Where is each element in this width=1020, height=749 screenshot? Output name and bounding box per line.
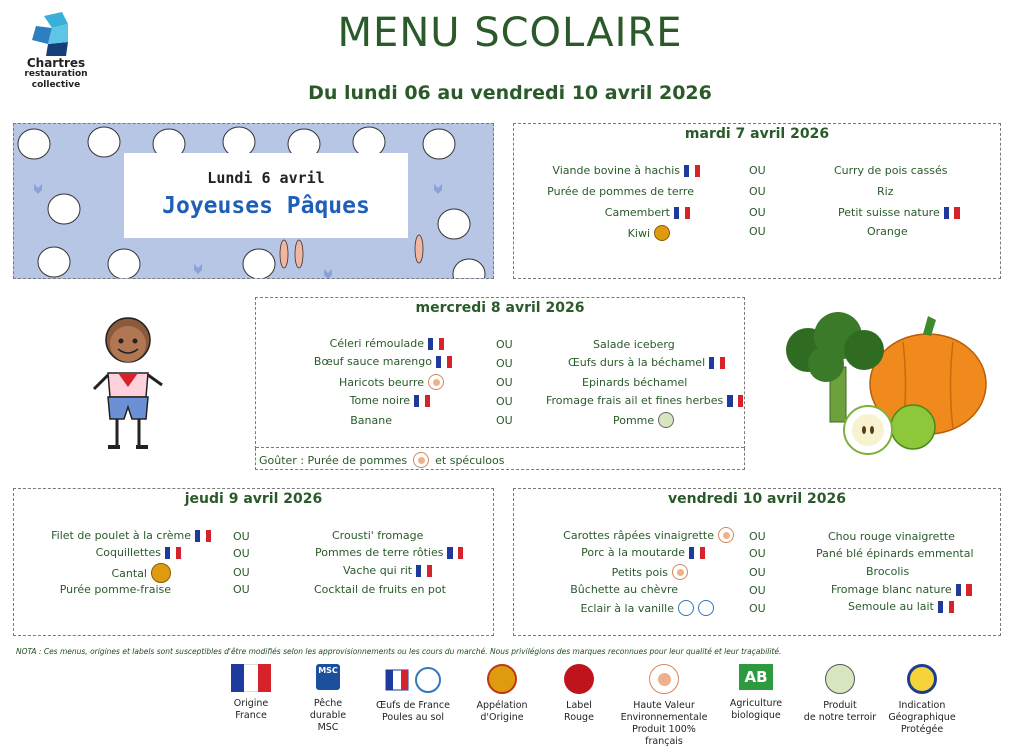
thursday-left-3: Purée pomme-fraise xyxy=(59,583,171,596)
france-flag-icon xyxy=(231,664,271,692)
friday-left-3: Bûchette au chèvre xyxy=(570,583,678,596)
france-flag-icon xyxy=(938,601,954,613)
friday-ou-4: OU xyxy=(749,602,766,615)
thursday-right-2: Vache qui rit xyxy=(343,564,432,577)
tuesday-right-3: Orange xyxy=(867,225,908,238)
thursday-right-3: Cocktail de fruits en pot xyxy=(314,583,446,596)
terroir-icon xyxy=(825,664,855,694)
france-flag-icon xyxy=(436,356,452,368)
france-flag-icon xyxy=(428,338,444,350)
brand-name: Chartres xyxy=(26,56,86,70)
wednesday-ou-1: OU xyxy=(496,357,513,370)
thursday-ou-3: OU xyxy=(233,583,250,596)
tuesday-right-1: Riz xyxy=(877,185,894,198)
friday-ou-3: OU xyxy=(749,584,766,597)
legend-origine-france: Origine France xyxy=(206,664,296,722)
brand-sub1: restauration xyxy=(24,69,88,79)
friday-right-4: Semoule au lait xyxy=(848,600,954,613)
friday-box xyxy=(513,488,1001,636)
oeufs-de-france-icon xyxy=(384,664,442,694)
tuesday-right-2: Petit suisse nature xyxy=(838,206,960,219)
thursday-title: jeudi 9 avril 2026 xyxy=(184,491,323,507)
france-flag-icon xyxy=(727,395,743,407)
oeufs-de-france-icon xyxy=(678,600,694,616)
france-flag-icon xyxy=(956,584,972,596)
wednesday-right-4: Pomme xyxy=(613,412,674,428)
vegetables-illustration xyxy=(768,312,988,457)
tuesday-ou-3: OU xyxy=(749,225,766,238)
hve-icon xyxy=(413,452,429,468)
hve-icon xyxy=(718,527,734,543)
legend-hve: Haute Valeur Environnementale Produit 100% français xyxy=(614,664,714,748)
wednesday-right-3: Fromage frais ail et fines herbes xyxy=(546,394,743,407)
brand-sub2: collective xyxy=(31,80,81,90)
friday-ou-0: OU xyxy=(749,530,766,543)
msc-icon: MSC xyxy=(316,664,340,690)
legend-terroir: Produit de notre terroir xyxy=(795,664,885,724)
thursday-ou-0: OU xyxy=(233,530,250,543)
legend-msc: MSC Pêche durable MSC xyxy=(309,666,347,733)
igp-icon xyxy=(907,664,937,694)
france-flag-icon xyxy=(709,357,725,369)
wednesday-left-4: Banane xyxy=(350,414,392,427)
france-flag-icon xyxy=(689,547,705,559)
thursday-left-0: Filet de poulet à la crème xyxy=(51,529,211,542)
aop-icon xyxy=(654,225,670,241)
france-flag-icon xyxy=(195,530,211,542)
friday-left-4: Eclair à la vanille xyxy=(580,600,714,616)
friday-ou-1: OU xyxy=(749,547,766,560)
wednesday-title: mercredi 8 avril 2026 xyxy=(415,300,585,316)
legend-ab: AB Agriculture biologique xyxy=(711,664,801,722)
legend-oeufs: Œufs de France Poules au sol xyxy=(368,664,458,724)
oeufs-de-france-icon xyxy=(698,600,714,616)
aop-icon xyxy=(487,664,517,694)
wednesday-ou-0: OU xyxy=(496,338,513,351)
france-flag-icon xyxy=(416,565,432,577)
thursday-ou-2: OU xyxy=(233,566,250,579)
friday-right-3: Fromage blanc nature xyxy=(831,583,972,596)
france-flag-icon xyxy=(447,547,463,559)
thursday-ou-1: OU xyxy=(233,547,250,560)
page-subtitle: Du lundi 06 au vendredi 10 avril 2026 xyxy=(308,82,712,104)
ab-icon: AB xyxy=(739,664,773,690)
thursday-right-1: Pommes de terre rôties xyxy=(315,546,463,559)
wednesday-ou-2: OU xyxy=(496,376,513,389)
france-flag-icon xyxy=(674,207,690,219)
wednesday-left-1: Bœuf sauce marengo xyxy=(314,355,452,368)
thursday-right-0: Crousti' fromage xyxy=(332,529,424,542)
monday-day-label: Lundi 6 avril xyxy=(207,169,325,187)
wednesday-right-2: Epinards béchamel xyxy=(582,376,688,389)
france-flag-icon xyxy=(414,395,430,407)
tuesday-left-0: Viande bovine à hachis xyxy=(552,164,700,177)
friday-right-1: Pané blé épinards emmental xyxy=(816,547,974,560)
tuesday-left-3: Kiwi xyxy=(628,225,670,241)
hve-icon xyxy=(428,374,444,390)
wednesday-box xyxy=(255,297,745,449)
friday-right-2: Brocolis xyxy=(866,565,910,578)
tuesday-left-1: Purée de pommes de terre xyxy=(547,185,694,198)
wednesday-right-0: Salade iceberg xyxy=(593,338,675,351)
friday-title: vendredi 10 avril 2026 xyxy=(668,491,846,507)
france-flag-icon xyxy=(165,547,181,559)
tuesday-title: mardi 7 avril 2026 xyxy=(684,126,830,142)
tuesday-right-0: Curry de pois cassés xyxy=(834,164,948,177)
france-flag-icon xyxy=(684,165,700,177)
tuesday-ou-1: OU xyxy=(749,185,766,198)
friday-ou-2: OU xyxy=(749,566,766,579)
child-illustration xyxy=(88,315,168,455)
thursday-left-2: Cantal xyxy=(111,563,171,583)
page-title: MENU SCOLAIRE xyxy=(337,10,683,56)
monday-card xyxy=(124,153,408,238)
friday-left-0: Carottes râpées vinaigrette xyxy=(563,527,734,543)
hve-icon xyxy=(672,564,688,580)
thursday-left-1: Coquillettes xyxy=(96,546,181,559)
aop-icon xyxy=(151,563,171,583)
wednesday-left-2: Haricots beurre xyxy=(339,374,444,390)
france-flag-icon xyxy=(944,207,960,219)
tuesday-box xyxy=(513,123,1001,279)
monday-banner xyxy=(13,123,494,279)
gouter-box xyxy=(255,448,745,470)
wednesday-right-1: Œufs durs à la béchamel xyxy=(568,356,725,369)
legend-label-rouge: Label Rouge xyxy=(534,664,624,724)
hve-icon xyxy=(649,664,679,694)
label-rouge-icon xyxy=(564,664,594,694)
friday-left-1: Porc à la moutarde xyxy=(581,546,705,559)
wednesday-ou-3: OU xyxy=(496,395,513,408)
wednesday-left-0: Céleri rémoulade xyxy=(330,337,444,350)
tuesday-left-2: Camembert xyxy=(605,206,690,219)
nota-text: NOTA : Ces menus, origines et labels sont susceptibles d'être modifiés selon les approvisionnements ou les cours du marché. Nous privilégions des marques reconnues pour leur qualité et leur traçabilité. xyxy=(16,647,782,656)
wednesday-ou-4: OU xyxy=(496,414,513,427)
tuesday-ou-2: OU xyxy=(749,206,766,219)
gouter-text: Goûter : Purée de pommes et spéculoos xyxy=(259,453,505,467)
monday-message: Joyeuses Pâques xyxy=(162,193,370,219)
terroir-icon xyxy=(658,412,674,428)
wednesday-left-3: Tome noire xyxy=(350,394,430,407)
friday-left-2: Petits pois xyxy=(612,564,688,580)
friday-right-0: Chou rouge vinaigrette xyxy=(828,530,955,543)
tuesday-ou-0: OU xyxy=(749,164,766,177)
legend-igp: Indication Géographique Protégée xyxy=(877,664,967,736)
legend-aop: Appélation d'Origine xyxy=(457,664,547,724)
thursday-box xyxy=(13,488,494,636)
